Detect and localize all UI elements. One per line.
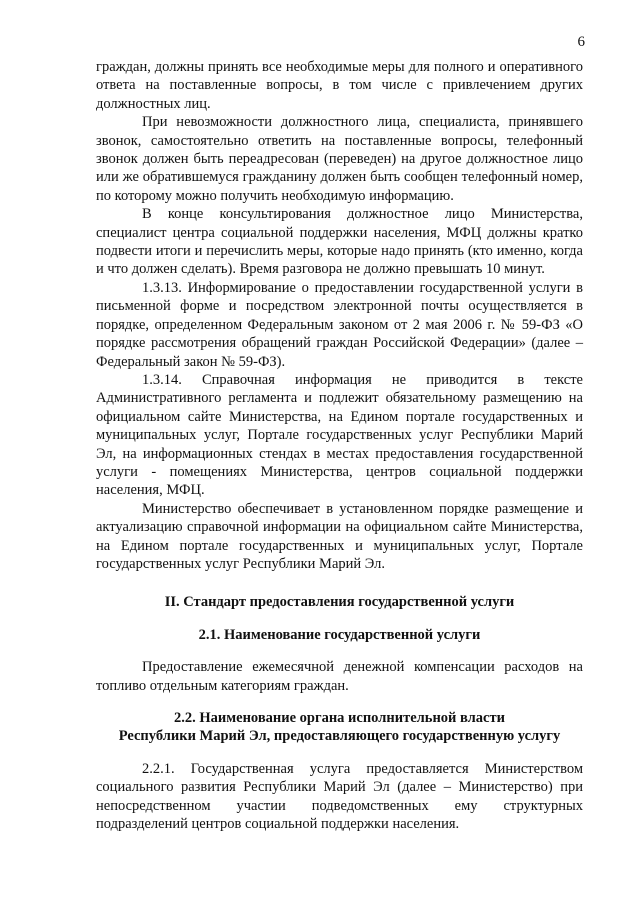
subsection-2-2-heading-line2: Республики Марий Эл, предоставляющего государственную услугу	[118, 728, 561, 745]
document-body	[96, 58, 583, 833]
subsection-2-1-heading: 2.1. Наименование государственной услуги	[198, 626, 481, 643]
paragraph-consultation-end: В конце консультирования должностное лицо Министерства, специалист центра социальной поддержки населения, МФЦ должны кратко подвести итоги и перечислить меры, которые надо принять (кто именно, когда и что должен сделать). Время разговора не должно превышать 10 минут.	[96, 206, 583, 278]
paragraph-2-2-1: 2.2.1. Государственная услуга предоставляется Министерством социального развития Республики Марий Эл (далее – Министерство) при непосредственном участии подведомственных ему структурных подразделений центров социальной поддержки населения.	[96, 760, 583, 833]
paragraph-1-3-14: 1.3.14. Справочная информация не приводится в тексте Административного регламента и подлежит обязательному размещению на официальном сайте Министерства, на Едином портале государственных и муниципальных услуг, Портале государственных услуг Республики Марий Эл, на информационных стендах в местах предоставления государственной услуги - помещениях Министерства, центров социальной поддержки населения, МФЦ.	[96, 371, 583, 499]
subsection-2-2-heading-line1: 2.2. Наименование органа исполнительной власти	[174, 710, 505, 726]
section-heading: II. Стандарт предоставления государственной услуги	[164, 594, 515, 611]
paragraph-ministry-publishing: Министерство обеспечивает в установленном порядке размещение и актуализацию справочной информации на официальном сайте Министерства, на Едином портале государственных и муниципальных услуг, Портале государственных услуг Республики Марий Эл.	[96, 500, 583, 572]
subsection-2-1-text: Предоставление ежемесячной денежной компенсации расходов на топливо отдельным категориям граждан.	[96, 659, 583, 694]
paragraph-1-3-13: 1.3.13. Информирование о предоставлении государственной услуги в письменной форме и посредством электронной почты осуществляется в порядке, определенном Федеральным законом от 2 мая 2006 г. № 59-ФЗ «О порядке рассмотрения обращений граждан Российской Федерации» (далее – Федеральный закон № 59-ФЗ).	[96, 279, 583, 370]
paragraph-continuation: граждан, должны принять все необходимые меры для полного и оперативного ответа на поставленные вопросы, в том числе с привлечением других должностных лиц.	[96, 59, 583, 112]
page-number: 6	[577, 34, 585, 50]
paragraph-call-redirect: При невозможности должностного лица, специалиста, принявшего звонок, самостоятельно ответить на поставленные вопросы, телефонный звонок должен быть переадресован (переведен) на другое должностное лицо или же обратившемуся гражданину должен быть сообщен телефонный номер, по которому можно получить необходимую информацию.	[96, 114, 583, 204]
